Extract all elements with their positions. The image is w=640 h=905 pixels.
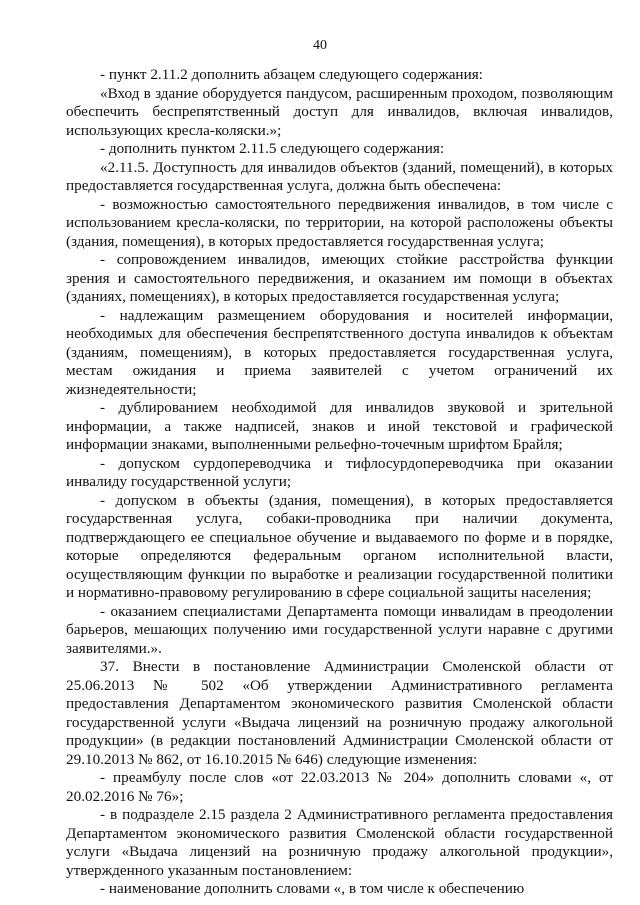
document-body bbox=[66, 66, 613, 899]
paragraph: - надлежащим размещением оборудования и носителей информации, необходимых для обеспечения беспрепятственного доступа инвалидов к объектам (зданиям, помещениям), в которых предоставляется государственная услуга, местам ожидания и приема заявителей с учетом ограничений их жизнедеятельности; bbox=[66, 306, 613, 398]
paragraph: - дополнить пунктом 2.11.5 следующего содержания: bbox=[100, 140, 445, 157]
paragraph: - наименование дополнить словами «, в том числе к обеспечению bbox=[100, 880, 525, 897]
paragraph: - сопровождением инвалидов, имеющих стойкие расстройства функции зрения и самостоятельного передвижения, и оказанием им помощи в объектах (зданиях, помещениях), в которых предоставляется государственная услуга; bbox=[66, 251, 613, 305]
paragraph: - пункт 2.11.2 дополнить абзацем следующего содержания: bbox=[100, 66, 483, 83]
paragraph: - допуском в объекты (здания, помещения), в которых предоставляется государственная услуга, собаки-проводника при наличии документа, подтверждающего ее специальное обучение и выдаваемого по форме и в порядке, которые определяются федеральным органом исполнительной власти, осуществляющим функции по выработке и реализации государственной политики и нормативно-правовому регулированию в сфере социальной защиты населения; bbox=[66, 491, 613, 601]
paragraph: - допуском сурдопереводчика и тифлосурдопереводчика при оказании инвалиду государственной услуги; bbox=[66, 454, 613, 490]
paragraph: - преамбулу после слов «от 22.03.2013 № 204» дополнить словами «, от 20.02.2016 № 76»; bbox=[66, 769, 613, 805]
paragraph: 37. Внести в постановление Администрации Смоленской области от 25.06.2013 № 502 «Об утверждении Административного регламента предоставления Департаментом экономического развития Смоленской области государственной услуги «Выдача лицензий на розничную продажу алкогольной продукции» (в редакции постановлений Администрации Смоленской области от 29.10.2013 № 862, от 16.10.2015 № 646) следующие изменения: bbox=[66, 658, 613, 768]
paragraph: - в подразделе 2.15 раздела 2 Административного регламента предоставления Департаментом экономического развития Смоленской области государственной услуги «Выдача лицензий на розничную продажу алкогольной продукции», утвержденного указанным постановлением: bbox=[66, 806, 613, 879]
paragraph: - дублированием необходимой для инвалидов звуковой и зрительной информации, а также надписей, знаков и иной текстовой и графической информации знаками, выполненными рельефно-точечным шрифтом Брайля; bbox=[66, 399, 613, 453]
paragraph: - оказанием специалистами Департамента помощи инвалидам в преодолении барьеров, мешающих получению ими государственной услуги наравне с другими заявителями.». bbox=[66, 602, 613, 657]
paragraph: «Вход в здание оборудуется пандусом, расширенным проходом, позволяющим обеспечить беспрепятственный доступ для инвалидов, включая инвалидов, использующих кресла-коляски.»; bbox=[66, 84, 613, 139]
page-number: 40 bbox=[313, 38, 327, 53]
paragraph: «2.11.5. Доступность для инвалидов объектов (зданий, помещений), в которых предоставляется государственная услуга, должна быть обеспечена: bbox=[66, 158, 613, 194]
paragraph: - возможностью самостоятельного передвижения инвалидов, в том числе с использованием кресла-коляски, по территории, на которой расположены объекты (здания, помещения), в которых предоставляется государственная услуга; bbox=[66, 195, 613, 250]
